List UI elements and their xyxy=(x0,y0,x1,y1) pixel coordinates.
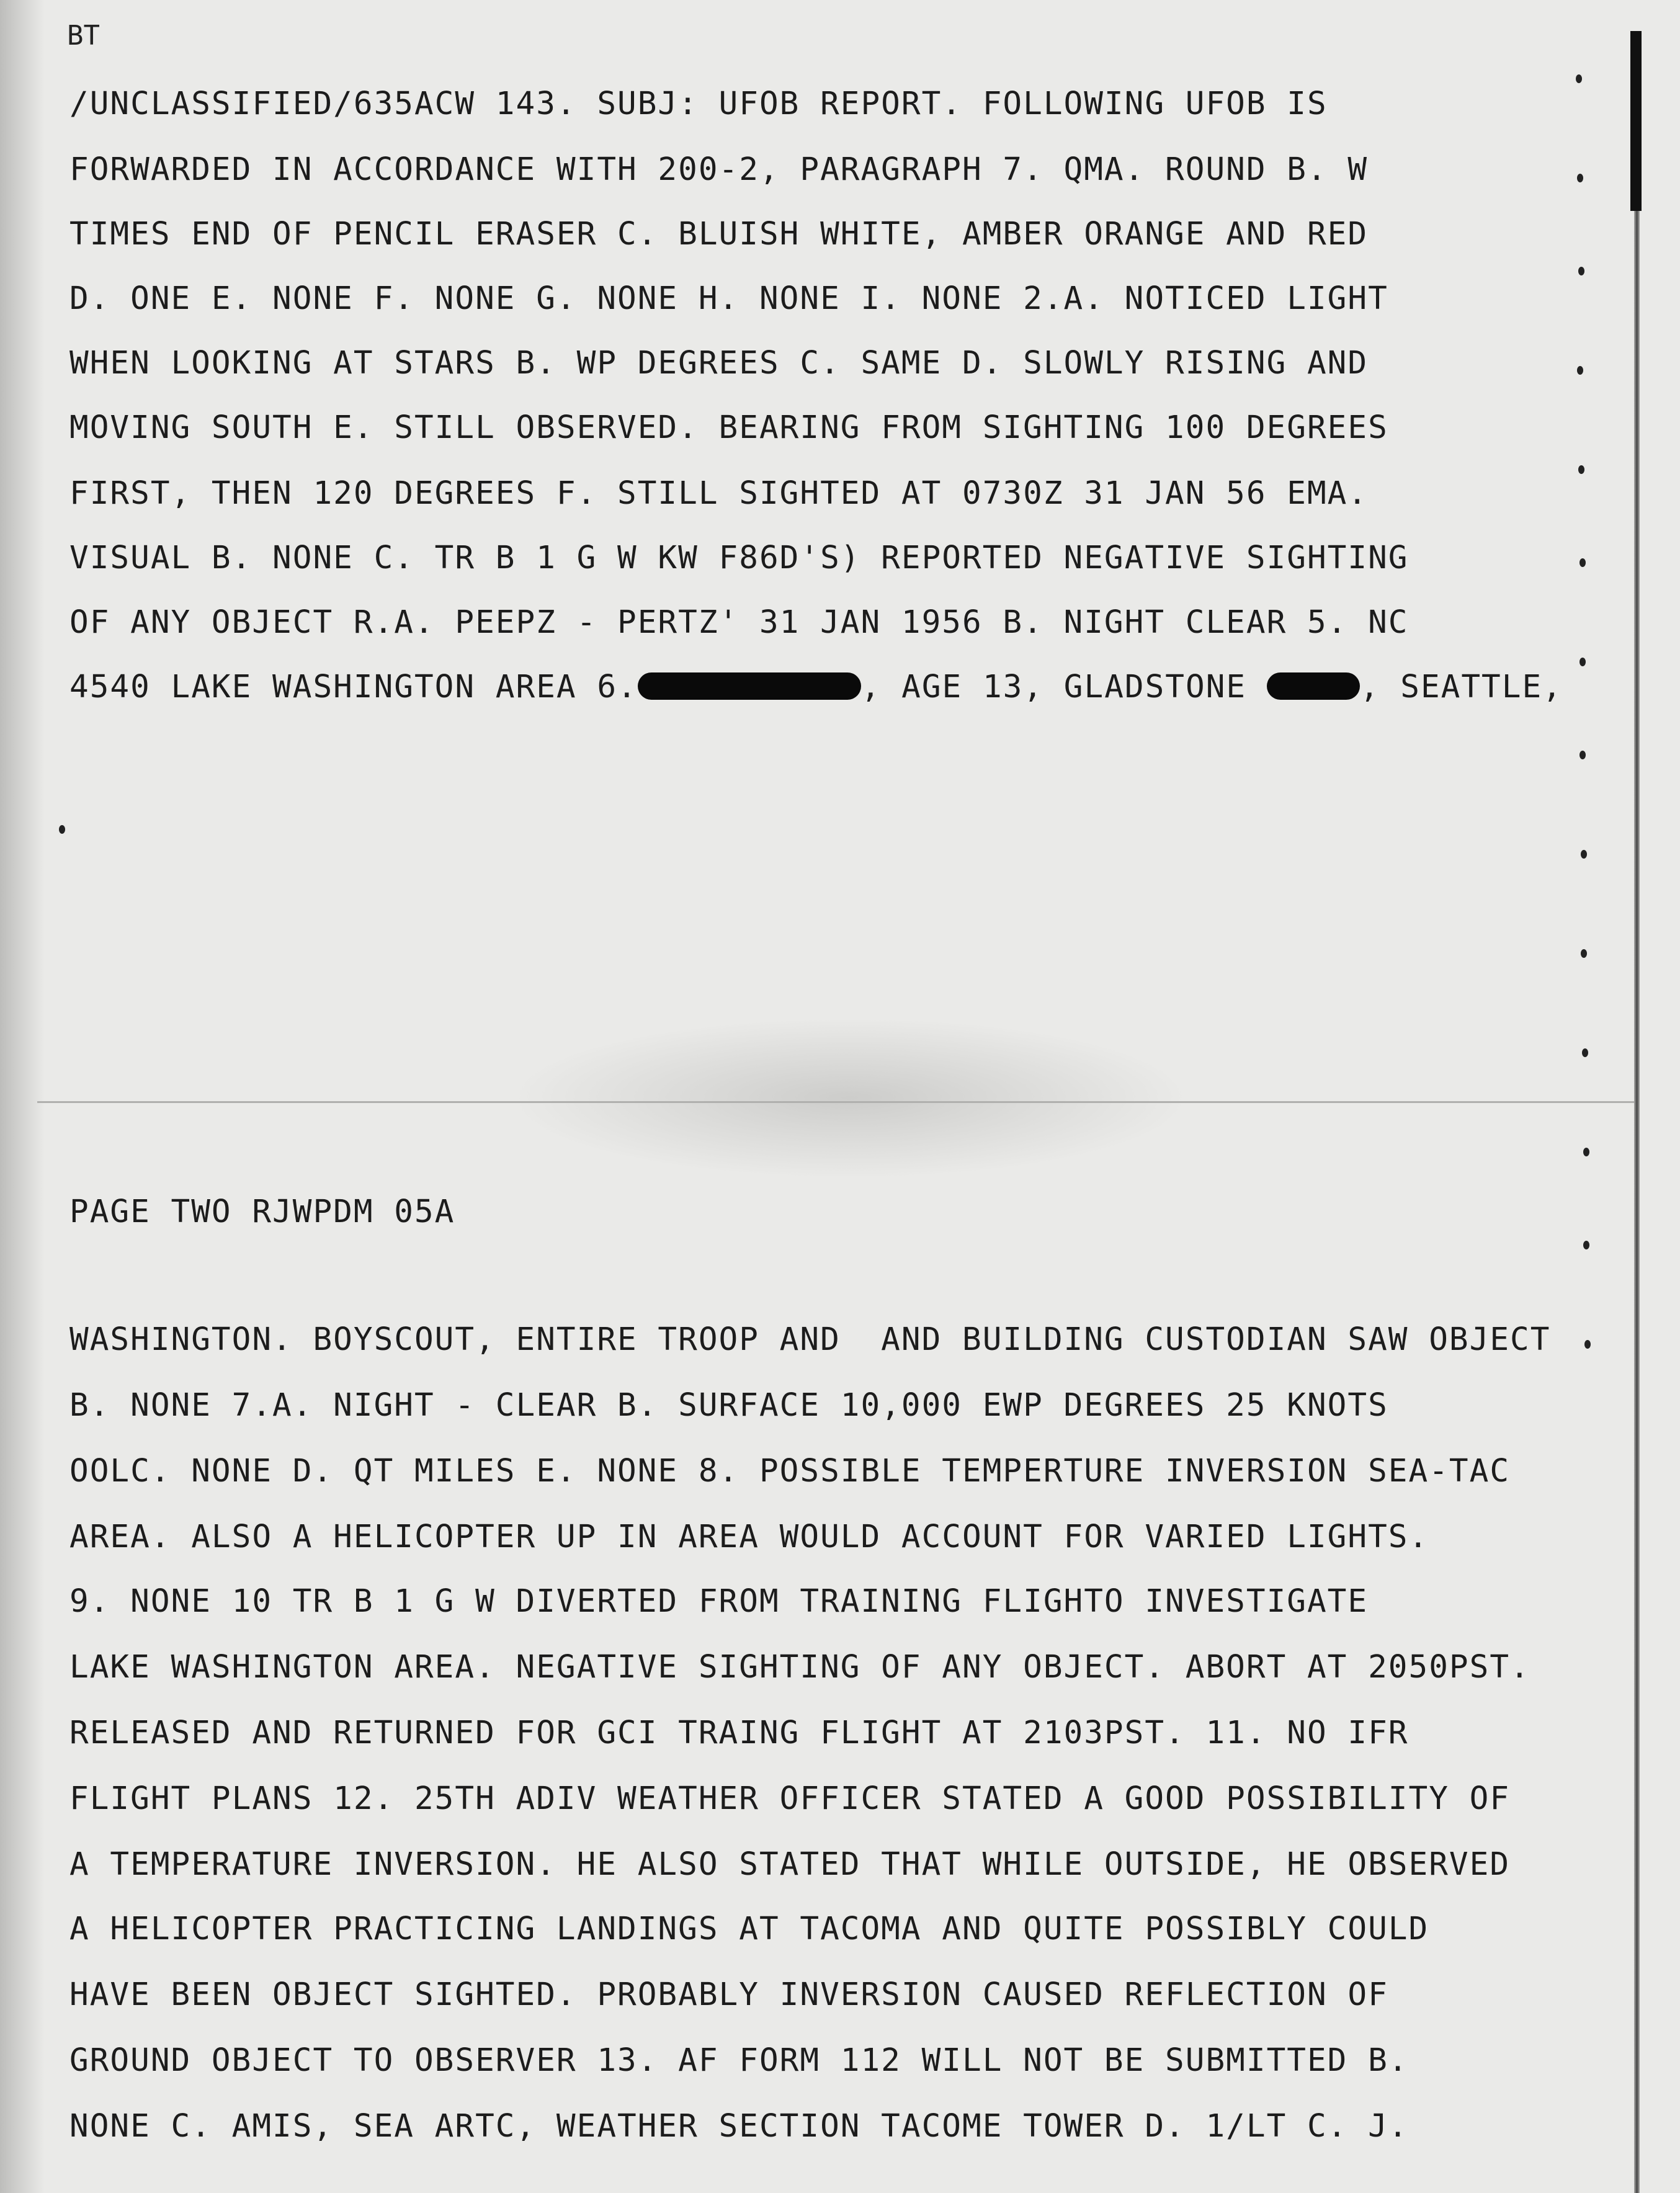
text-line: AREA. ALSO A HELICOPTER UP IN AREA WOULD ACCOUNT FOR VARIED LIGHTS. xyxy=(69,1519,1429,1555)
margin-rule-heavy xyxy=(1630,31,1642,211)
text-line: MOVING SOUTH E. STILL OBSERVED. BEARING FROM SIGHTING 100 DEGREES xyxy=(69,409,1388,446)
punch-mark xyxy=(1581,949,1587,958)
punch-mark xyxy=(1579,751,1586,759)
redacted-line-part: 4540 LAKE WASHINGTON AREA 6. xyxy=(69,669,638,705)
text-line: VISUAL B. NONE C. TR B 1 G W KW F86D'S) REPORTED NEGATIVE SIGHTING xyxy=(69,540,1409,576)
redaction-bar xyxy=(638,672,861,700)
text-line: FIRST, THEN 120 DEGREES F. STILL SIGHTED AT 0730Z 31 JAN 56 EMA. xyxy=(69,475,1369,512)
punch-mark xyxy=(1582,1048,1588,1057)
margin-rule xyxy=(1634,31,1640,2193)
punch-mark xyxy=(1583,1148,1589,1156)
paper-smudge xyxy=(509,1017,1191,1179)
text-line: A TEMPERATURE INVERSION. HE ALSO STATED THAT WHILE OUTSIDE, HE OBSERVED xyxy=(69,1846,1511,1883)
punch-mark xyxy=(1579,558,1586,567)
punch-mark xyxy=(1584,1340,1591,1349)
text-line: OF ANY OBJECT R.A. PEEPZ - PERTZ' 31 JAN 1956 B. NIGHT CLEAR 5. NC xyxy=(69,604,1409,641)
text-line: NONE C. AMIS, SEA ARTC, WEATHER SECTION TACOME TOWER D. 1/LT C. J. xyxy=(69,2108,1409,2145)
text-line: HAVE BEEN OBJECT SIGHTED. PROBABLY INVERSION CAUSED REFLECTION OF xyxy=(69,1976,1388,2013)
text-line: 9. NONE 10 TR B 1 G W DIVERTED FROM TRAINING FLIGHTO INVESTIGATE xyxy=(69,1583,1369,1620)
punch-mark xyxy=(1578,267,1584,275)
text-line: D. ONE E. NONE F. NONE G. NONE H. NONE I. NONE 2.A. NOTICED LIGHT xyxy=(69,280,1388,317)
punch-mark xyxy=(1581,850,1587,859)
text-line: /UNCLASSIFIED/635ACW 143. SUBJ: UFOB REPORT. FOLLOWING UFOB IS xyxy=(69,86,1328,122)
punch-mark xyxy=(1576,74,1582,83)
punch-mark xyxy=(1578,465,1584,474)
redacted-line-part: , SEATTLE, xyxy=(1359,669,1563,705)
page-two-header: PAGE TWO RJWPDM 05A xyxy=(69,1194,455,1230)
text-line: FORWARDED IN ACCORDANCE WITH 200-2, PARAGRAPH 7. QMA. ROUND B. W xyxy=(69,151,1369,188)
header-mark: BT xyxy=(67,20,100,51)
page-shadow-edge xyxy=(0,0,45,2193)
page-fold-line xyxy=(37,1101,1638,1103)
punch-mark xyxy=(1583,1241,1589,1249)
text-line: WHEN LOOKING AT STARS B. WP DEGREES C. SAME D. SLOWLY RISING AND xyxy=(69,345,1369,382)
text-line: A HELICOPTER PRACTICING LANDINGS AT TACOMA AND QUITE POSSIBLY COULD xyxy=(69,1911,1429,1947)
redaction-bar xyxy=(1267,672,1360,700)
redacted-line-part: , AGE 13, GLADSTONE xyxy=(860,669,1267,705)
text-line: OOLC. NONE D. QT MILES E. NONE 8. POSSIBLE TEMPERTURE INVERSION SEA-TAC xyxy=(69,1453,1511,1490)
text-line: B. NONE 7.A. NIGHT - CLEAR B. SURFACE 10,000 EWP DEGREES 25 KNOTS xyxy=(69,1387,1388,1424)
text-line: FLIGHT PLANS 12. 25TH ADIV WEATHER OFFICER STATED A GOOD POSSIBILITY OF xyxy=(69,1780,1511,1817)
text-line: LAKE WASHINGTON AREA. NEGATIVE SIGHTING OF ANY OBJECT. ABORT AT 2050PST. xyxy=(69,1649,1530,1686)
redacted-line xyxy=(69,669,1563,706)
punch-mark xyxy=(1579,658,1586,666)
punch-mark xyxy=(59,825,65,834)
text-line: TIMES END OF PENCIL ERASER C. BLUISH WHITE, AMBER ORANGE AND RED xyxy=(69,216,1369,252)
text-line: RELEASED AND RETURNED FOR GCI TRAING FLIGHT AT 2103PST. 11. NO IFR xyxy=(69,1715,1409,1751)
punch-mark xyxy=(1577,174,1583,182)
punch-mark xyxy=(1577,366,1583,375)
text-line: GROUND OBJECT TO OBSERVER 13. AF FORM 112 WILL NOT BE SUBMITTED B. xyxy=(69,2042,1409,2079)
text-line: WASHINGTON. BOYSCOUT, ENTIRE TROOP AND AND BUILDING CUSTODIAN SAW OBJECT xyxy=(69,1321,1551,1358)
